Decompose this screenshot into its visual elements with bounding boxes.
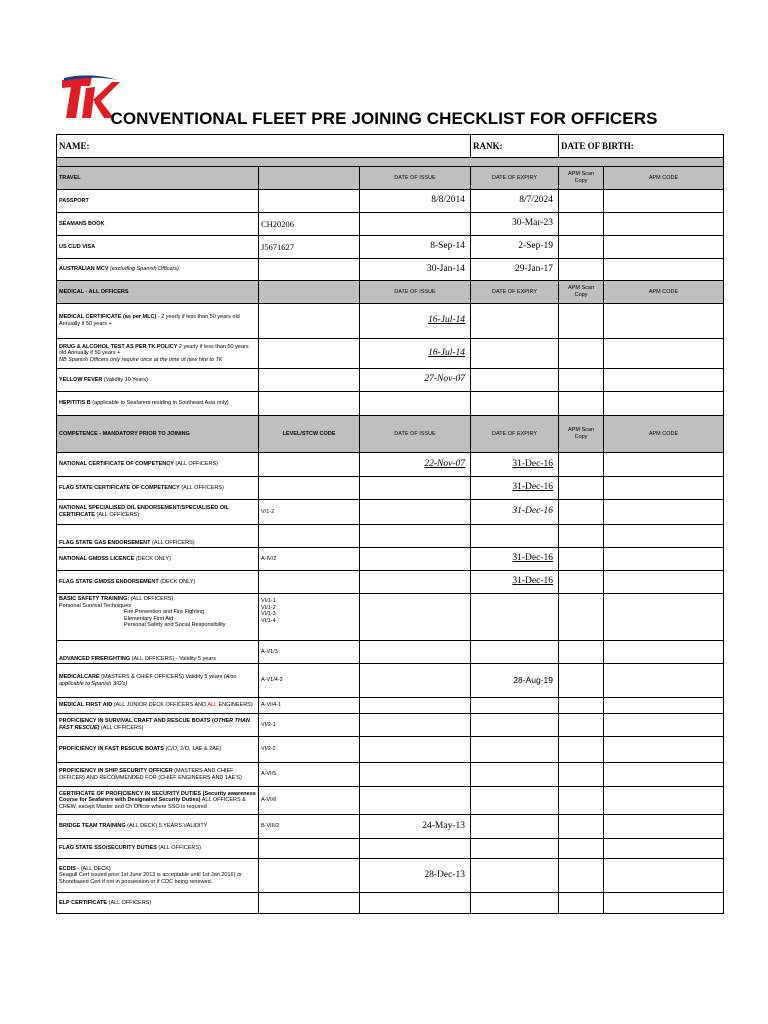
row-label: MEDICAL CERTIFICATE (as per MLC) - 2 yearly if less than 50 years old Annually if 50 years + bbox=[57, 304, 259, 339]
row-label: NATIONAL CERTIFICATE OF COMPETENCY (ALL OFFICERS) bbox=[57, 453, 259, 477]
row-code[interactable] bbox=[259, 190, 360, 213]
row-issue-date[interactable]: 16-Jul-14 bbox=[360, 304, 471, 339]
row-label: SEAMANS BOOK bbox=[57, 213, 259, 236]
col-header-scan: APM Scan Copy bbox=[559, 281, 604, 304]
name-field[interactable]: NAME: bbox=[57, 135, 471, 158]
section-title-medical: MEDICAL - ALL OFFICERS bbox=[57, 281, 259, 304]
row-expiry-date[interactable]: 28-Aug-19 bbox=[471, 664, 559, 698]
row-code[interactable] bbox=[259, 304, 360, 339]
row-issue-date[interactable]: 8-Sep-14 bbox=[360, 236, 471, 259]
row-expiry-date[interactable]: 2-Sep-19 bbox=[471, 236, 559, 259]
row-code[interactable]: A-IV/2 bbox=[259, 548, 360, 571]
medical-header-row bbox=[57, 281, 724, 304]
table-row bbox=[57, 698, 724, 714]
travel-code-header bbox=[259, 167, 360, 190]
row-issue-date[interactable] bbox=[360, 893, 471, 914]
row-expiry-date[interactable] bbox=[471, 893, 559, 914]
table-row bbox=[57, 369, 724, 392]
row-issue-date[interactable] bbox=[360, 664, 471, 698]
row-issue-date[interactable] bbox=[360, 571, 471, 594]
row-label: FLAG STATE GAS ENDORSEMENT (ALL OFFICERS) bbox=[57, 525, 259, 548]
row-apm-cell[interactable] bbox=[604, 859, 724, 893]
row-issue-date[interactable]: 16-Jul-14 bbox=[360, 339, 471, 369]
row-expiry-date[interactable] bbox=[471, 737, 559, 763]
row-expiry-date[interactable] bbox=[471, 369, 559, 392]
table-row bbox=[57, 259, 724, 281]
row-label: CERTIFICATE OF PROFICIENCY IN SECURITY DUTIES (Security awareness Course for Seafarers with Designated Security Duties) ALL OFFICERS & CREW, except Master and Ch Officer where SSO is required bbox=[57, 787, 259, 815]
section-title-travel: TRAVEL bbox=[57, 167, 259, 190]
row-issue-date[interactable]: 8/8/2014 bbox=[360, 190, 471, 213]
table-row bbox=[57, 392, 724, 416]
row-expiry-date[interactable] bbox=[471, 787, 559, 815]
table-row bbox=[57, 304, 724, 339]
row-code[interactable] bbox=[259, 859, 360, 893]
row-scan-cell[interactable] bbox=[559, 525, 604, 548]
row-expiry-date[interactable] bbox=[471, 763, 559, 787]
row-issue-date[interactable] bbox=[360, 548, 471, 571]
row-code[interactable]: B-VIII/2 bbox=[259, 815, 360, 839]
row-apm-cell[interactable] bbox=[604, 594, 724, 641]
row-scan-cell[interactable] bbox=[559, 213, 604, 236]
table-row bbox=[57, 664, 724, 698]
row-apm-cell[interactable] bbox=[604, 787, 724, 815]
row-scan-cell[interactable] bbox=[559, 571, 604, 594]
row-apm-cell[interactable] bbox=[604, 815, 724, 839]
row-apm-cell[interactable] bbox=[604, 392, 724, 416]
row-scan-cell[interactable] bbox=[559, 453, 604, 477]
row-issue-date[interactable] bbox=[360, 392, 471, 416]
col-header-apm: APM CODE bbox=[604, 416, 724, 453]
row-apm-cell[interactable] bbox=[604, 664, 724, 698]
row-scan-cell[interactable] bbox=[559, 369, 604, 392]
row-issue-date[interactable]: 24-May-13 bbox=[360, 815, 471, 839]
col-header-issue: DATE OF ISSUE bbox=[360, 281, 471, 304]
row-code[interactable] bbox=[259, 259, 360, 281]
row-expiry-date[interactable]: 8/7/2024 bbox=[471, 190, 559, 213]
row-expiry-date[interactable]: 29-Jan-17 bbox=[471, 259, 559, 281]
row-scan-cell[interactable] bbox=[559, 787, 604, 815]
section-title-competence: COMPETENCE - MANDATORY PRIOR TO JOINING bbox=[57, 416, 259, 453]
row-scan-cell[interactable] bbox=[559, 259, 604, 281]
table-row bbox=[57, 763, 724, 787]
competence-header-row bbox=[57, 416, 724, 453]
row-code[interactable] bbox=[259, 453, 360, 477]
table-row bbox=[57, 737, 724, 763]
row-scan-cell[interactable] bbox=[559, 339, 604, 369]
row-label: PROFICIENCY IN SURVIVAL CRAFT AND RESCUE BOATS (OTHER THAN FAST RESCUE) (ALL OFFICERS) bbox=[57, 714, 259, 737]
row-label: DRUG & ALCOHOL TEST AS PER TK POLICY 2 yearly if less than 50 years old Annually if 50 years + NB Spanish Officers only require once at the time of new hire to TK bbox=[57, 339, 259, 369]
row-label: US C1/D VISA bbox=[57, 236, 259, 259]
row-issue-date[interactable]: 28-Dec-13 bbox=[360, 859, 471, 893]
table-row bbox=[57, 525, 724, 548]
table-row bbox=[57, 500, 724, 525]
row-label: AUSTRALIAN MCV (excluding Spanish Officers) bbox=[57, 259, 259, 281]
row-apm-cell[interactable] bbox=[604, 737, 724, 763]
row-apm-cell[interactable] bbox=[604, 641, 724, 664]
row-code[interactable]: VI/2-2 bbox=[259, 737, 360, 763]
table-row bbox=[57, 548, 724, 571]
row-issue-date[interactable] bbox=[360, 787, 471, 815]
row-apm-cell[interactable] bbox=[604, 477, 724, 500]
row-apm-cell[interactable] bbox=[604, 525, 724, 548]
row-expiry-date[interactable] bbox=[471, 339, 559, 369]
row-expiry-date[interactable] bbox=[471, 859, 559, 893]
row-apm-cell[interactable] bbox=[604, 698, 724, 714]
col-header-issue: DATE OF ISSUE bbox=[360, 167, 471, 190]
row-code[interactable] bbox=[259, 369, 360, 392]
logo-k-arm-top bbox=[93, 82, 120, 104]
row-label: MEDICAL FIRST AID (ALL JUNIOR DECK OFFICERS AND ALL ENGINEERS) bbox=[57, 698, 259, 714]
row-apm-cell[interactable] bbox=[604, 714, 724, 737]
row-code[interactable]: A-VI/6 bbox=[259, 787, 360, 815]
table-row bbox=[57, 190, 724, 213]
row-scan-cell[interactable] bbox=[559, 304, 604, 339]
row-issue-date[interactable]: 22-Nov-07 bbox=[360, 453, 471, 477]
row-label: PROFICIENCY IN FAST RESCUE BOATS (C/O, 2/O, 1AE & 2AE) bbox=[57, 737, 259, 763]
row-code[interactable]: CH20206 bbox=[259, 213, 360, 236]
table-row bbox=[57, 893, 724, 914]
travel-header-row bbox=[57, 167, 724, 190]
row-expiry-date[interactable]: 31-Dec-16 bbox=[471, 453, 559, 477]
page-title: CONVENTIONAL FLEET PRE JOINING CHECKLIST FOR OFFICERS bbox=[110, 109, 658, 128]
row-label: ELP CERTIFICATE (ALL OFFICERS) bbox=[57, 893, 259, 914]
row-expiry-date[interactable] bbox=[471, 304, 559, 339]
row-expiry-date[interactable] bbox=[471, 698, 559, 714]
row-label: YELLOW FEVER (Validity 10 Years) bbox=[57, 369, 259, 392]
table-row bbox=[57, 571, 724, 594]
row-scan-cell[interactable] bbox=[559, 236, 604, 259]
row-expiry-date[interactable]: 31-Dec-16 bbox=[471, 548, 559, 571]
row-code[interactable]: VI/1-1 VI/1-2 VI/1-3 VI/1-4 bbox=[259, 594, 360, 641]
row-apm-cell[interactable] bbox=[604, 453, 724, 477]
row-scan-cell[interactable] bbox=[559, 839, 604, 859]
row-code[interactable] bbox=[259, 893, 360, 914]
row-expiry-date[interactable] bbox=[471, 641, 559, 664]
table-row bbox=[57, 477, 724, 500]
col-header-scan: APM Scan Copy bbox=[559, 167, 604, 190]
col-header-apm: APM CODE bbox=[604, 281, 724, 304]
row-label: ECDIS - (ALL DECK) Seagull Cert issued prior 1st June 2013 is acceptable until 1st Jan 2016) or Shorebased Cert if not in possession or if CDC being renewed. bbox=[57, 859, 259, 893]
row-code[interactable]: A-V1/3 bbox=[259, 641, 360, 664]
row-scan-cell[interactable] bbox=[559, 500, 604, 525]
col-header-apm: APM CODE bbox=[604, 167, 724, 190]
row-label: ADVANCED FIREFIGHTING (ALL OFFICERS) - Validity 5 years bbox=[57, 641, 259, 664]
row-apm-cell[interactable] bbox=[604, 339, 724, 369]
row-scan-cell[interactable] bbox=[559, 737, 604, 763]
row-issue-date[interactable]: 30-Jan-14 bbox=[360, 259, 471, 281]
row-expiry-date[interactable] bbox=[471, 392, 559, 416]
row-label: HEPITITIS B (applicable to Seafarers residing in Southeast Asia only) bbox=[57, 392, 259, 416]
row-label: MEDICALCARE (MASTERS & CHIEF OFFICERS) Validity 5 years (Also applicable to Spanish 3/O's) bbox=[57, 664, 259, 698]
table-row bbox=[57, 213, 724, 236]
row-code[interactable]: VI/2-1 bbox=[259, 714, 360, 737]
row-issue-date[interactable] bbox=[360, 213, 471, 236]
row-label: NATIONAL GMDSS LICENCE (DECK ONLY) bbox=[57, 548, 259, 571]
table-row bbox=[57, 787, 724, 815]
row-code[interactable] bbox=[259, 571, 360, 594]
table-row bbox=[57, 839, 724, 859]
medical-code-header bbox=[259, 281, 360, 304]
row-apm-cell[interactable] bbox=[604, 548, 724, 571]
row-scan-cell[interactable] bbox=[559, 548, 604, 571]
row-scan-cell[interactable] bbox=[559, 698, 604, 714]
row-expiry-date[interactable] bbox=[471, 815, 559, 839]
row-apm-cell[interactable] bbox=[604, 190, 724, 213]
row-apm-cell[interactable] bbox=[604, 304, 724, 339]
row-scan-cell[interactable] bbox=[559, 392, 604, 416]
row-expiry-date[interactable]: 31-Dec-16 bbox=[471, 571, 559, 594]
row-label: FLAG STATE GMDSS ENDORSEMENT (DECK ONLY) bbox=[57, 571, 259, 594]
row-scan-cell[interactable] bbox=[559, 190, 604, 213]
table-row bbox=[57, 453, 724, 477]
row-scan-cell[interactable] bbox=[559, 815, 604, 839]
row-apm-cell[interactable] bbox=[604, 369, 724, 392]
table-row bbox=[57, 859, 724, 893]
row-issue-date[interactable] bbox=[360, 737, 471, 763]
table-row bbox=[57, 815, 724, 839]
table-row bbox=[57, 594, 724, 641]
rank-field[interactable]: RANK: bbox=[471, 135, 559, 158]
row-code[interactable]: V/1-2 bbox=[259, 500, 360, 525]
spacer-row bbox=[57, 158, 724, 167]
row-apm-cell[interactable] bbox=[604, 259, 724, 281]
table-row bbox=[57, 236, 724, 259]
row-code[interactable]: A-VI/4-1 bbox=[259, 698, 360, 714]
table-row bbox=[57, 339, 724, 369]
row-scan-cell[interactable] bbox=[559, 477, 604, 500]
row-label: PROFICIENCY IN SHIP SECURITY OFFICER (MASTERS AND CHIEF OFFICER) AND RECOMMENDED FOR (CHIEF ENGINEERS AND 1AE'S) bbox=[57, 763, 259, 787]
row-apm-cell[interactable] bbox=[604, 893, 724, 914]
row-code[interactable] bbox=[259, 477, 360, 500]
row-expiry-date[interactable]: 31-Dec-16 bbox=[471, 500, 559, 525]
table-row bbox=[57, 714, 724, 737]
row-label: FLAG STATE SSO/SECURITY DUTIES (ALL OFFICERS) bbox=[57, 839, 259, 859]
row-label: NATIONAL SPECIALISED OIL ENDORSEMENT/SPECIALISED OIL CERTIFICATE (ALL OFFICERS) bbox=[57, 500, 259, 525]
row-apm-cell[interactable] bbox=[604, 236, 724, 259]
checklist-table bbox=[56, 134, 724, 914]
row-scan-cell[interactable] bbox=[559, 859, 604, 893]
row-expiry-date[interactable] bbox=[471, 594, 559, 641]
dob-field[interactable]: DATE OF BIRTH: bbox=[559, 135, 724, 158]
row-code[interactable]: J5671627 bbox=[259, 236, 360, 259]
row-apm-cell[interactable] bbox=[604, 763, 724, 787]
col-header-expiry: DATE OF EXPIRY bbox=[471, 167, 559, 190]
row-scan-cell[interactable] bbox=[559, 641, 604, 664]
col-header-issue: DATE OF ISSUE bbox=[360, 416, 471, 453]
row-issue-date[interactable] bbox=[360, 641, 471, 664]
row-code[interactable]: A-VI/5 bbox=[259, 763, 360, 787]
row-label: FLAG STATE CERTIFICATE OF COMPETENCY (ALL OFFICERS) bbox=[57, 477, 259, 500]
row-expiry-date[interactable]: 31-Dec-16 bbox=[471, 477, 559, 500]
row-apm-cell[interactable] bbox=[604, 839, 724, 859]
row-issue-date[interactable] bbox=[360, 500, 471, 525]
row-scan-cell[interactable] bbox=[559, 664, 604, 698]
row-expiry-date[interactable] bbox=[471, 839, 559, 859]
row-label: PASSPORT bbox=[57, 190, 259, 213]
row-code[interactable]: A-V1/4-2 bbox=[259, 664, 360, 698]
row-issue-date[interactable] bbox=[360, 714, 471, 737]
row-issue-date[interactable] bbox=[360, 594, 471, 641]
personal-details-row bbox=[57, 135, 724, 158]
row-scan-cell[interactable] bbox=[559, 594, 604, 641]
row-scan-cell[interactable] bbox=[559, 893, 604, 914]
row-scan-cell[interactable] bbox=[559, 763, 604, 787]
col-header-expiry: DATE OF EXPIRY bbox=[471, 281, 559, 304]
table-row bbox=[57, 641, 724, 664]
row-issue-date[interactable] bbox=[360, 477, 471, 500]
row-issue-date[interactable] bbox=[360, 763, 471, 787]
row-apm-cell[interactable] bbox=[604, 500, 724, 525]
row-apm-cell[interactable] bbox=[604, 571, 724, 594]
row-expiry-date[interactable] bbox=[471, 714, 559, 737]
row-issue-date[interactable] bbox=[360, 839, 471, 859]
row-issue-date[interactable] bbox=[360, 525, 471, 548]
row-issue-date[interactable]: 27-Nov-07 bbox=[360, 369, 471, 392]
col-header-scan: APM Scan Copy bbox=[559, 416, 604, 453]
row-code[interactable] bbox=[259, 339, 360, 369]
row-label: BRIDGE TEAM TRAINING (ALL DECK) 5 YEARS VALIDITY bbox=[57, 815, 259, 839]
row-label: BASIC SAFETY TRAINING: (ALL OFFICERS) Personal Survival Techniques Fire Prevention and Fire Fighting Elementary First Aid Personal Safety and Social Responsibility bbox=[57, 594, 259, 641]
row-scan-cell[interactable] bbox=[559, 714, 604, 737]
row-code[interactable] bbox=[259, 525, 360, 548]
row-expiry-date[interactable] bbox=[471, 525, 559, 548]
col-header-level: LEVEL/STCW CODE bbox=[259, 416, 360, 453]
row-issue-date[interactable] bbox=[360, 698, 471, 714]
row-apm-cell[interactable] bbox=[604, 213, 724, 236]
col-header-expiry: DATE OF EXPIRY bbox=[471, 416, 559, 453]
row-expiry-date[interactable]: 30-Mar-23 bbox=[471, 213, 559, 236]
row-code[interactable] bbox=[259, 839, 360, 859]
row-code[interactable] bbox=[259, 392, 360, 416]
